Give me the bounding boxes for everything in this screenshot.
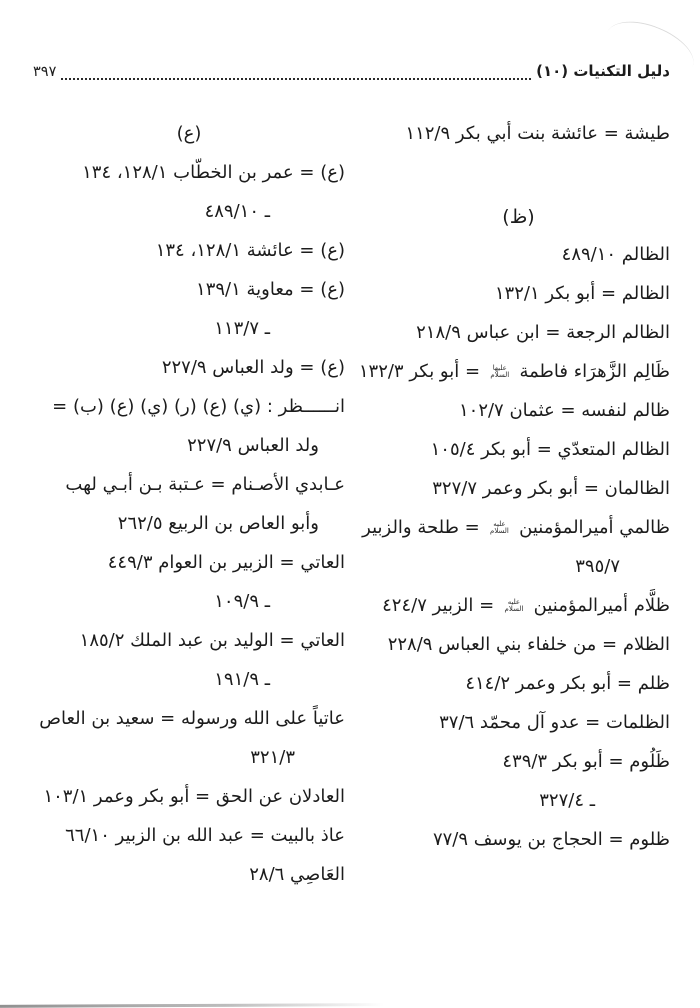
honorific-mark: عليه السلام <box>504 597 524 613</box>
ditto-entry: ـ ١٩١/٩ <box>214 669 270 690</box>
entry-continuation: ولد العباس ٢٢٧/٩ <box>187 435 319 456</box>
index-entry: ظلوم = الحجاج بن يوسف ٧٧/٩ <box>432 829 670 850</box>
index-entry: الظلمات = عدو آل محمّد ٣٧/٦ <box>439 712 670 733</box>
page-header <box>33 58 670 80</box>
ditto-entry: ـ ٣٢٧/٤ <box>539 790 595 811</box>
index-columns <box>33 114 670 894</box>
entry-text: ظلَّام أميرالمؤمنين <box>527 595 670 616</box>
index-column-right <box>358 114 670 894</box>
index-entry <box>367 586 670 625</box>
index-entry: العادلان عن الحق = أبو بكر وعمر ١٠٣/١ <box>43 786 345 807</box>
index-entry: عـابدي الأصـنام = عـتبة بـن أبـي لهب <box>65 474 345 495</box>
index-column-left <box>33 114 345 894</box>
index-entry: الظالم المتعدّي = أبو بكر ١٠٥/٤ <box>430 439 670 460</box>
page-number: ٣٩٧ <box>33 64 57 80</box>
index-entry: ظلم = أبو بكر وعمر ٤١٤/٢ <box>465 673 670 694</box>
ditto-entry: ـ ٤٨٩/١٠ <box>204 201 270 222</box>
index-entry: (ع) = عائشة ١٢٨/١، ١٣٤ <box>155 240 345 261</box>
index-entry: (ع) = ولد العباس ٢٢٧/٩ <box>161 357 345 378</box>
index-entry: (ع) = معاوية ١٣٩/١ <box>196 279 345 300</box>
index-entry: انــــــظر : (ي) (ع) (ر) (ي) (ع) (ب) = <box>52 396 345 417</box>
honorific-mark: عليها السلام <box>490 363 510 379</box>
index-entry: طيشة = عائشة بنت أبي بكر ١١٢/٩ <box>405 123 670 144</box>
entry-continuation: وأبو العاص بن الربيع ٢٦٢/٥ <box>117 513 319 534</box>
index-entry: ظَلُوم = أبو بكر ٤٣٩/٣ <box>502 751 670 772</box>
entry-text: = طلحة والزبير <box>362 517 486 538</box>
index-entry: (ع) = عمر بن الخطّاب ١٢٨/١، ١٣٤ <box>82 162 345 183</box>
book-title: دليل التكنيات (١٠) <box>536 62 670 80</box>
index-entry: عاتياً على الله ورسوله = سعيد بن العاص <box>39 708 345 729</box>
index-entry: الظالمان = أبو بكر وعمر ٣٢٧/٧ <box>432 478 670 499</box>
index-entry: الظلام = من خلفاء بني العباس ٢٢٨/٩ <box>387 634 670 655</box>
index-entry: ظالم لنفسه = عثمان ١٠٢/٧ <box>458 400 670 421</box>
index-entry: الظالم = أبو بكر ١٣٢/١ <box>494 283 670 304</box>
index-entry: العاتي = الزبير بن العوام ٤٤٩/٣ <box>107 552 345 573</box>
index-entry: العَاصِي ٢٨/٦ <box>249 864 345 885</box>
index-entry <box>358 352 670 391</box>
index-entry <box>362 508 670 547</box>
index-entry: الظالم الرجعة = ابن عباس ٢١٨/٩ <box>416 322 670 343</box>
section-letter: (ع) <box>176 123 202 144</box>
entry-continuation: ٣٩٥/٧ <box>575 556 620 577</box>
honorific-mark: عليه السلام <box>490 519 509 535</box>
index-entry: العاتي = الوليد بن عبد الملك ١٨٥/٢ <box>79 630 345 651</box>
entry-text: ظَالِم الزَّهرَاء فاطمة <box>513 361 670 382</box>
index-entry: الظالم ٤٨٩/١٠ <box>561 244 670 265</box>
entry-text: = الزبير ٤٢٤/٧ <box>382 595 500 616</box>
dotted-leader <box>61 66 531 80</box>
entry-text: = أبو بكر ١٣٢/٣ <box>358 361 486 382</box>
entry-text: ظالمي أميرالمؤمنين <box>513 517 670 538</box>
section-letter: (ظ) <box>502 206 535 228</box>
index-entry: عاذ بالبيت = عبد الله بن الزبير ٦٦/١٠ <box>65 825 345 846</box>
entry-continuation: ٣٢١/٣ <box>250 747 295 768</box>
ditto-entry: ـ ١٠٩/٩ <box>214 591 270 612</box>
scan-artifact-bottom-edge <box>0 1003 384 1008</box>
ditto-entry: ـ ١١٣/٧ <box>214 318 270 339</box>
